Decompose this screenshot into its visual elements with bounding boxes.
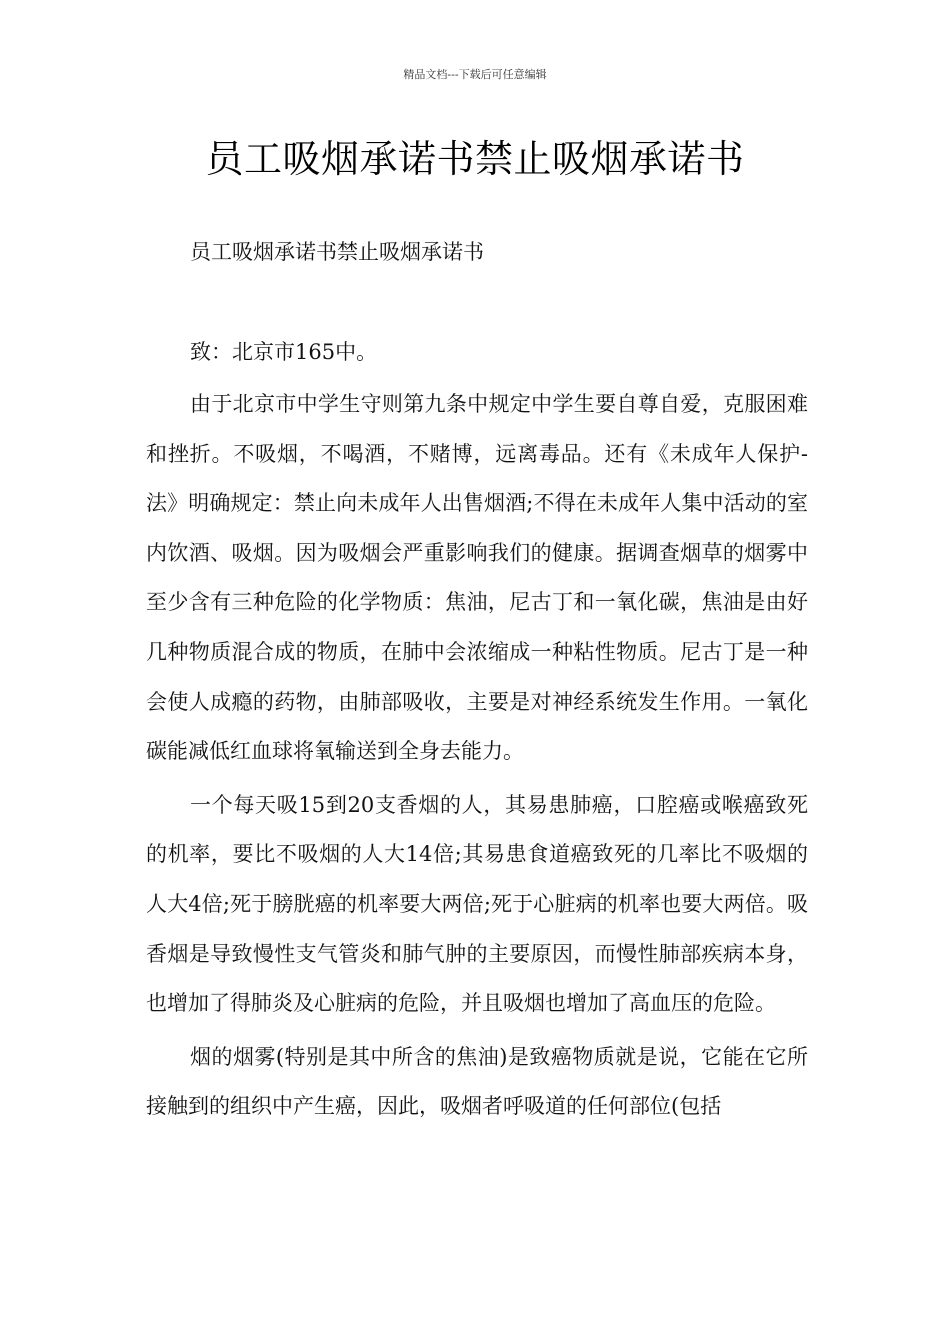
document-subtitle: 员工吸烟承诺书禁止吸烟承诺书 (190, 240, 484, 264)
document-body (146, 228, 808, 1136)
document-title: 员工吸烟承诺书禁止吸烟承诺书 (205, 137, 745, 181)
paragraph-3: 烟的烟雾(特别是其中所含的焦油)是致癌物质就是说，它能在它所接触到的组织中产生癌，因此，吸烟者呼吸道的任何部位(包括 (146, 1044, 808, 1119)
paragraph-2: 一个每天吸15到20支香烟的人，其易患肺癌，口腔癌或喉癌致死的机率，要比不吸烟的人大14倍;其易患食道癌致死的几率比不吸烟的人大4倍;死于膀胱癌的机率要大两倍;死于心脏病的机率也要大两倍。吸香烟是导致慢性支气管炎和肺气肿的主要原因，而慢性肺部疾病本身，也增加了得肺炎及心脏病的危险，并且吸烟也增加了高血压的危险。 (146, 792, 808, 1016)
paragraph-1: 由于北京市中学生守则第九条中规定中学生要自尊自爱，克服困难和挫折。不吸烟，不喝酒，不赌博，远离毒品。还有《未成年人保护-法》明确规定：禁止向未成年人出售烟酒;不得在未成年人集中活动的室内饮酒、吸烟。因为吸烟会严重影响我们的健康。据调查烟草的烟雾中至少含有三种危险的化学物质：焦油，尼古丁和一氧化碳，焦油是由好几种物质混合成的物质，在肺中会浓缩成一种粘性物质。尼古丁是一种会使人成瘾的药物，由肺部吸收，主要是对神经系统发生作用。一氧化碳能减低红血球将氧输送到全身去能力。 (146, 392, 808, 764)
header-note: 精品文档---下载后可任意编辑 (403, 68, 547, 81)
addressee-line: 致：北京市165中。 (190, 340, 378, 364)
